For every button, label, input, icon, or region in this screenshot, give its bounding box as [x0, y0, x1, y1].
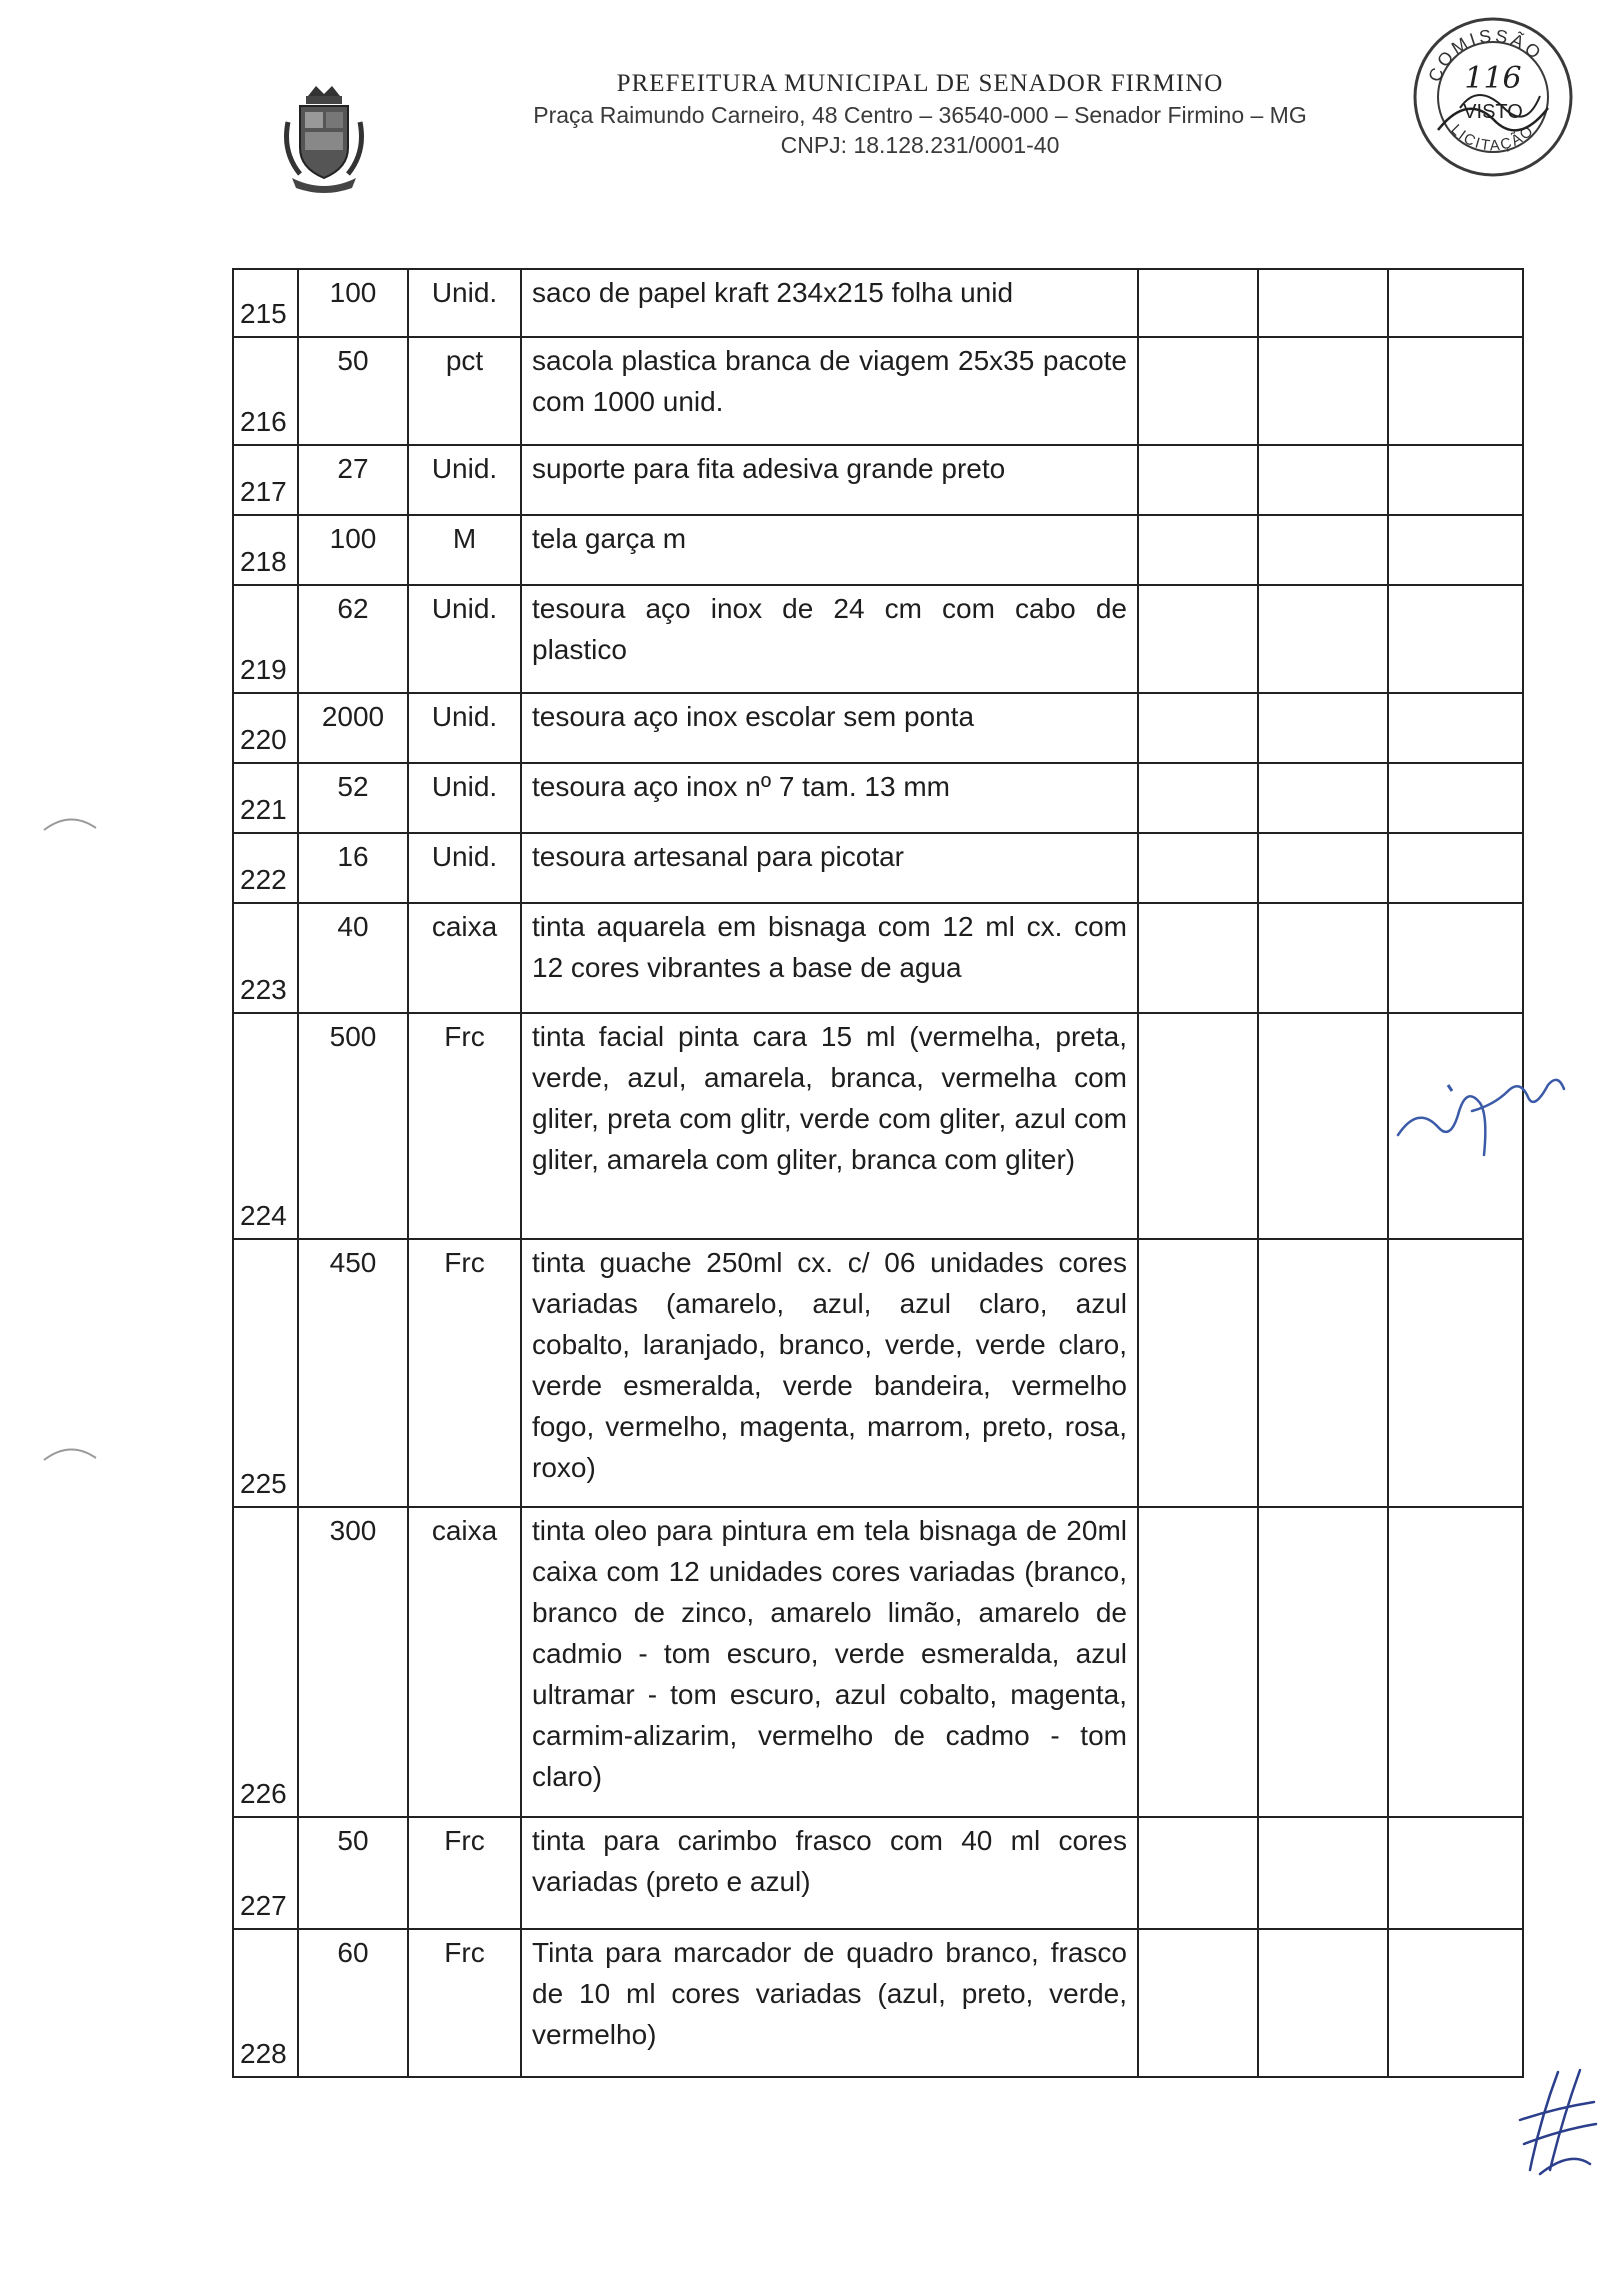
blank-cell: [1388, 1507, 1523, 1817]
blank-cell: [1388, 1929, 1523, 2077]
blank-cell: [1258, 445, 1388, 515]
blank-cell: [1138, 903, 1258, 1013]
item-description: tinta guache 250ml cx. c/ 06 unidades cores variadas (amarelo, azul, azul claro, azul cobalto, laranjado, branco, verde, verde claro, verde esmeralda, verde bandeira, vermelho fogo, vermelho, magenta, marrom, preto, rosa, roxo): [521, 1239, 1138, 1507]
item-number: 216: [233, 337, 298, 445]
blank-cell: [1258, 337, 1388, 445]
blank-cell: [1258, 515, 1388, 585]
item-unit: Frc: [408, 1239, 521, 1507]
item-description: saco de papel kraft 234x215 folha unid: [521, 269, 1138, 337]
item-quantity: 16: [298, 833, 408, 903]
stamp-middle-text: VISTO: [1463, 101, 1523, 123]
item-unit: caixa: [408, 903, 521, 1013]
blank-cell: [1388, 693, 1523, 763]
address: Praça Raimundo Carneiro, 48 Centro – 36540-000 – Senador Firmino – MG: [533, 102, 1307, 128]
table-row: [233, 763, 1523, 833]
blank-cell: [1138, 693, 1258, 763]
item-description: suporte para fita adesiva grande preto: [521, 445, 1138, 515]
blank-cell: [1138, 269, 1258, 337]
blank-cell: [1258, 1929, 1388, 2077]
item-description: tesoura aço inox escolar sem ponta: [521, 693, 1138, 763]
blank-cell: [1138, 445, 1258, 515]
table-row: [233, 833, 1523, 903]
margin-mark-icon: [40, 810, 100, 834]
item-unit: Frc: [408, 1929, 521, 2077]
margin-mark-icon: [40, 1440, 100, 1464]
item-number: 225: [233, 1239, 298, 1507]
item-number: 228: [233, 1929, 298, 2077]
item-quantity: 40: [298, 903, 408, 1013]
item-number: 223: [233, 903, 298, 1013]
stamp-number: 116: [1464, 61, 1522, 96]
blank-cell: [1258, 763, 1388, 833]
table-row: [233, 903, 1523, 1013]
initials-signature-icon: [1510, 2060, 1600, 2180]
blank-cell: [1138, 763, 1258, 833]
city-hall-title: PREFEITURA MUNICIPAL DE SENADOR FIRMINO: [616, 70, 1224, 97]
item-number: 215: [233, 269, 298, 337]
blank-cell: [1138, 833, 1258, 903]
item-unit: Frc: [408, 1013, 521, 1239]
commission-stamp: [1408, 12, 1578, 182]
item-unit: caixa: [408, 1507, 521, 1817]
blank-cell: [1138, 515, 1258, 585]
item-quantity: 500: [298, 1013, 408, 1239]
blank-cell: [1138, 1507, 1258, 1817]
blank-cell: [1138, 1013, 1258, 1239]
table-row: [233, 1817, 1523, 1929]
blank-cell: [1258, 1239, 1388, 1507]
item-number: 220: [233, 693, 298, 763]
table-row: [233, 585, 1523, 693]
item-quantity: 62: [298, 585, 408, 693]
blank-cell: [1388, 337, 1523, 445]
table-row: [233, 1239, 1523, 1507]
stamp-top-text: COMISSÃO: [1424, 25, 1547, 85]
item-number: 224: [233, 1013, 298, 1239]
table-row: [233, 693, 1523, 763]
blank-cell: [1388, 1239, 1523, 1507]
blank-cell: [1258, 585, 1388, 693]
item-description: tesoura aço inox de 24 cm com cabo de plastico: [521, 585, 1138, 693]
blank-cell: [1388, 445, 1523, 515]
blank-cell: [1258, 269, 1388, 337]
blank-cell: [1388, 1817, 1523, 1929]
item-quantity: 2000: [298, 693, 408, 763]
item-number: 226: [233, 1507, 298, 1817]
blank-cell: [1388, 585, 1523, 693]
item-number: 227: [233, 1817, 298, 1929]
item-quantity: 100: [298, 269, 408, 337]
blank-cell: [1258, 693, 1388, 763]
blank-cell: [1388, 763, 1523, 833]
item-description: tesoura artesanal para picotar: [521, 833, 1138, 903]
item-quantity: 52: [298, 763, 408, 833]
table-row: [233, 1507, 1523, 1817]
item-quantity: 300: [298, 1507, 408, 1817]
item-quantity: 27: [298, 445, 408, 515]
item-number: 218: [233, 515, 298, 585]
item-unit: Unid.: [408, 269, 521, 337]
blank-cell: [1388, 515, 1523, 585]
letterhead: [0, 0, 1600, 210]
table-row: [233, 1929, 1523, 2077]
item-description: tinta aquarela em bisnaga com 12 ml cx. com 12 cores vibrantes a base de agua: [521, 903, 1138, 1013]
item-description: tinta para carimbo frasco com 40 ml cores variadas (preto e azul): [521, 1817, 1138, 1929]
item-unit: Unid.: [408, 693, 521, 763]
item-description: sacola plastica branca de viagem 25x35 pacote com 1000 unid.: [521, 337, 1138, 445]
item-description: tinta oleo para pintura em tela bisnaga de 20ml caixa com 12 unidades cores variadas (branco, branco de zinco, amarelo limão, amarelo de cadmio - tom escuro, verde esmeralda, azul ultramar - tom escuro, azul cobalto, magenta, carmim-alizarim, vermelho de cadmo - tom claro): [521, 1507, 1138, 1817]
blank-cell: [1258, 1013, 1388, 1239]
blank-cell: [1388, 269, 1523, 337]
blank-cell: [1258, 1507, 1388, 1817]
item-quantity: 450: [298, 1239, 408, 1507]
item-quantity: 50: [298, 337, 408, 445]
item-quantity: 100: [298, 515, 408, 585]
handwritten-signature-icon: [1388, 1045, 1568, 1175]
stamp-bottom-text: LICITAÇÃO: [1447, 121, 1538, 155]
item-unit: pct: [408, 337, 521, 445]
item-number: 222: [233, 833, 298, 903]
table-row: [233, 445, 1523, 515]
coat-of-arms-icon: [278, 82, 370, 194]
svg-text:LICITAÇÃO: [1447, 121, 1537, 154]
cnpj: CNPJ: 18.128.231/0001-40: [780, 132, 1060, 158]
blank-cell: [1258, 833, 1388, 903]
blank-cell: [1138, 1817, 1258, 1929]
table-row: [233, 337, 1523, 445]
item-unit: Unid.: [408, 445, 521, 515]
item-number: 221: [233, 763, 298, 833]
item-description: Tinta para marcador de quadro branco, frasco de 10 ml cores variadas (azul, preto, verde, vermelho): [521, 1929, 1138, 2077]
blank-cell: [1258, 903, 1388, 1013]
item-description: tinta facial pinta cara 15 ml (vermelha, preta, verde, azul, amarela, branca, vermelha com gliter, preta com glitr, verde com gliter, azul com gliter, amarela com gliter, branca com gliter): [521, 1013, 1138, 1239]
table-row: [233, 515, 1523, 585]
item-unit: Unid.: [408, 763, 521, 833]
table-row: [233, 1013, 1523, 1239]
items-table: [232, 268, 1524, 2078]
table-row: [233, 269, 1523, 337]
blank-cell: [1388, 833, 1523, 903]
item-number: 219: [233, 585, 298, 693]
item-unit: M: [408, 515, 521, 585]
blank-cell: [1138, 1929, 1258, 2077]
blank-cell: [1138, 585, 1258, 693]
item-quantity: 50: [298, 1817, 408, 1929]
item-quantity: 60: [298, 1929, 408, 2077]
blank-cell: [1138, 337, 1258, 445]
blank-cell: [1258, 1817, 1388, 1929]
item-unit: Unid.: [408, 585, 521, 693]
item-description: tela garça m: [521, 515, 1138, 585]
item-unit: Unid.: [408, 833, 521, 903]
blank-cell: [1388, 903, 1523, 1013]
item-unit: Frc: [408, 1817, 521, 1929]
item-number: 217: [233, 445, 298, 515]
item-description: tesoura aço inox nº 7 tam. 13 mm: [521, 763, 1138, 833]
blank-cell: [1138, 1239, 1258, 1507]
